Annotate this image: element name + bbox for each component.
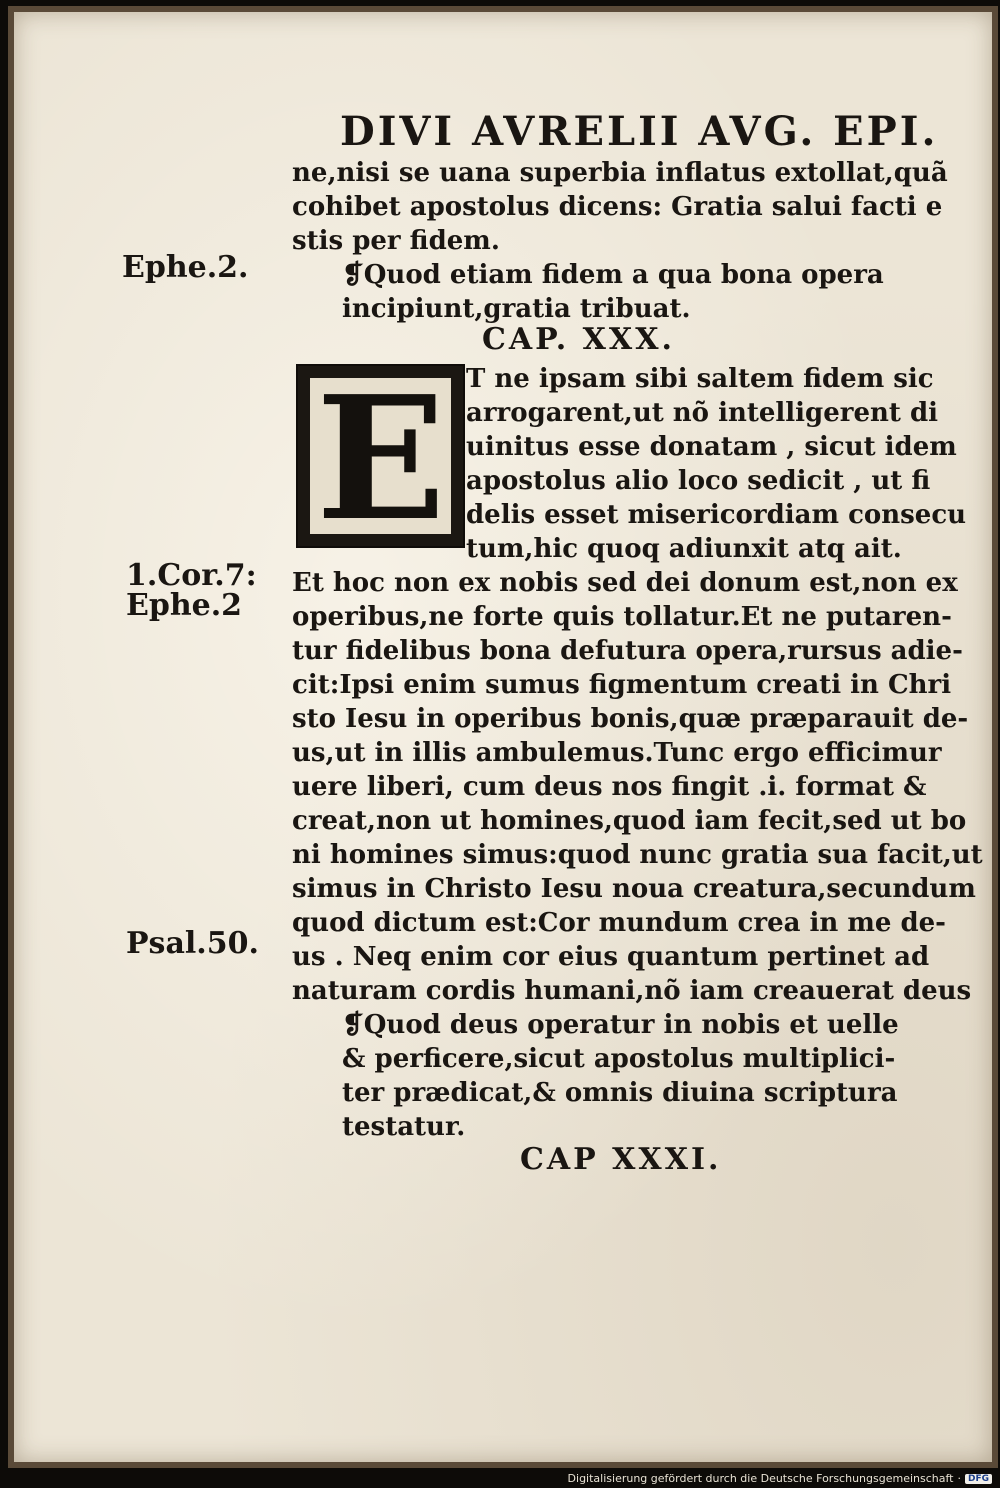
text-line: arrogarent,ut nõ intelligerent di xyxy=(466,398,939,428)
initial-frame xyxy=(308,376,453,536)
margin-note: 1.Cor.7: xyxy=(126,558,257,593)
margin-note: Ephe.2. xyxy=(122,250,249,285)
text-line: Et hoc non ex nobis sed dei donum est,non ex xyxy=(292,568,958,598)
credit-separator: · xyxy=(957,1472,961,1485)
digitization-credit xyxy=(568,1472,992,1485)
text-line: operibus,ne forte quis tollatur.Et ne putaren- xyxy=(292,602,952,632)
text-line: cit:Ipsi enim sumus figmentum creati in Chri xyxy=(292,670,952,700)
chapter-heading: CAP. XXX. xyxy=(482,322,675,357)
initial-letter: E xyxy=(316,376,446,536)
rubric-line: ❡Quod deus operatur in nobis et uelle xyxy=(342,1010,899,1040)
rubric-line: ❡Quod etiam fidem a qua bona opera xyxy=(342,260,884,290)
rubric-line: ter prædicat,& omnis diuina scriptura xyxy=(342,1078,898,1108)
rubric-line: incipiunt,gratia tribuat. xyxy=(342,294,691,324)
rubric-line: & perficere,sicut apostolus multiplici- xyxy=(342,1044,896,1074)
text-line: us . Neq enim cor eius quantum pertinet ad xyxy=(292,942,930,972)
text-line: creat,non ut homines,quod iam fecit,sed ut bo xyxy=(292,806,967,836)
text-line: ni homines simus:quod nunc gratia sua facit,ut xyxy=(292,840,983,870)
text-line: uere liberi, cum deus nos fingit .i. format & xyxy=(292,772,927,802)
text-line: us,ut in illis ambulemus.Tunc ergo efficimur xyxy=(292,738,942,768)
text-line: ne,nisi se uana superbia inflatus extollat,quã xyxy=(292,158,948,188)
text-line: stis per fidem. xyxy=(292,226,500,256)
book-page xyxy=(14,12,992,1462)
margin-note: Psal.50. xyxy=(126,926,259,961)
dfg-logo-icon[interactable]: DFG xyxy=(965,1474,992,1484)
margin-note: Ephe.2 xyxy=(126,588,243,623)
text-line: delis esset misericordiam consecu xyxy=(466,500,967,530)
text-line: naturam cordis humani,nõ iam creauerat deus xyxy=(292,976,972,1006)
chapter-heading: CAP XXXI. xyxy=(520,1142,722,1177)
text-line: simus in Christo Iesu noua creatura,secundum xyxy=(292,874,976,904)
text-line: quod dictum est:Cor mundum crea in me de- xyxy=(292,908,946,938)
text-line: cohibet apostolus dicens: Gratia salui facti e xyxy=(292,192,943,222)
text-line: uinitus esse donatam , sicut idem xyxy=(466,432,957,462)
decorated-initial xyxy=(296,364,465,548)
text-line: apostolus alio loco sedicit , ut fi xyxy=(466,466,931,496)
credit-text: Digitalisierung gefördert durch die Deutsche Forschungsgemeinschaft xyxy=(567,1472,954,1485)
text-line: T ne ipsam sibi saltem fidem sic xyxy=(466,364,934,394)
rubric-line: testatur. xyxy=(342,1112,466,1142)
text-line: sto Iesu in operibus bonis,quæ præparauit de- xyxy=(292,704,969,734)
text-line: tum,hic quoq adiunxit atq ait. xyxy=(466,534,902,564)
running-head: DIVI AVRELII AVG. EPI. xyxy=(340,108,939,155)
text-line: tur fidelibus bona defutura opera,rursus adie- xyxy=(292,636,963,666)
